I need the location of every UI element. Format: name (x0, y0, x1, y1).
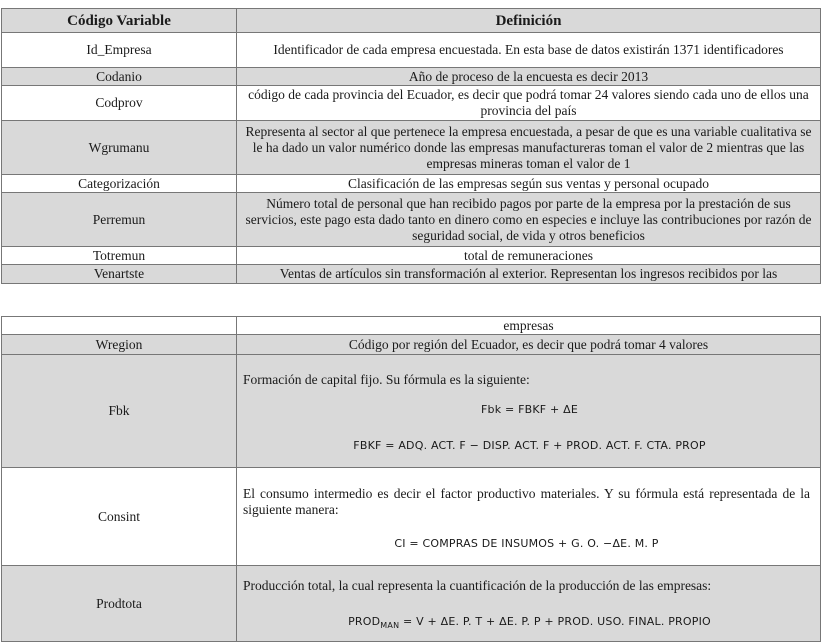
definition-text: Formación de capital fijo. Su fórmula es la siguiente: (243, 372, 530, 387)
definition-text: El consumo intermedio es decir el factor productivo materiales. Y su fórmula está representada de la siguiente manera: (243, 485, 810, 517)
row-definition (237, 355, 821, 468)
row-definition: total de remuneraciones (237, 247, 821, 265)
table-row (2, 68, 821, 86)
formula-subscript: MAN (380, 620, 400, 630)
header-code: Código Variable (2, 9, 237, 33)
variable-table-bottom (1, 316, 821, 642)
table-row (2, 33, 821, 68)
row-code: Id_Empresa (2, 33, 237, 68)
table-row (2, 468, 821, 566)
row-definition: Clasificación de las empresas según sus ventas y personal ocupado (237, 175, 821, 193)
formula-line: CI = COMPRAS DE INSUMOS + G. O. −ΔE. M. P (394, 536, 659, 550)
row-definition: Año de proceso de la encuesta es decir 2013 (237, 68, 821, 86)
table-row (2, 247, 821, 265)
row-code: Perremun (2, 193, 237, 247)
row-code: Wgrumanu (2, 121, 237, 175)
row-code: Categorización (2, 175, 237, 193)
row-code: Codprov (2, 86, 237, 121)
row-code: Consint (2, 468, 237, 566)
table-row (2, 175, 821, 193)
row-definition: Identificador de cada empresa encuestada. En esta base de datos existirán 1371 identificadores (237, 33, 821, 68)
table-row (2, 121, 821, 175)
row-definition (237, 566, 821, 642)
table-row (2, 335, 821, 355)
header-definition: Definición (237, 9, 821, 33)
table-row (2, 566, 821, 642)
row-definition: Número total de personal que han recibido pagos por parte de la empresa por la prestación de sus servicios, este pago esta dado tanto en dinero como en especies e incluye las contribuciones por razón de seguridad social, de vida y otros beneficios (237, 193, 821, 247)
table-header-row (2, 9, 821, 33)
formula-line: Fbk = FBKF + ΔE (481, 403, 578, 416)
row-definition-continued: empresas (237, 317, 821, 335)
row-code: Codanio (2, 68, 237, 86)
formula-line (243, 614, 816, 634)
row-code: Wregion (2, 335, 237, 355)
table-row (2, 265, 821, 284)
formula-rhs: = V + ΔE. P. T + ΔE. P. P + PROD. USO. FINAL. PROPIO (399, 614, 711, 628)
formula-lhs: PROD (348, 614, 381, 628)
row-code: Prodtota (2, 566, 237, 642)
row-code: Totremun (2, 247, 237, 265)
variable-table-top (1, 8, 821, 284)
row-code-empty (2, 317, 237, 335)
table-row (2, 193, 821, 247)
row-code: Venartste (2, 265, 237, 284)
formula-line: FBKF = ADQ. ACT. F − DISP. ACT. F + PROD. ACT. F. CTA. PROP (353, 439, 706, 452)
definition-text: Producción total, la cual representa la cuantificación de la producción de las empresas: (243, 577, 712, 593)
row-definition: código de cada provincia del Ecuador, es decir que podrá tomar 24 valores siendo cada uno de ellos una provincia del país (237, 86, 821, 121)
row-code: Fbk (2, 355, 237, 468)
row-definition: Código por región del Ecuador, es decir que podrá tomar 4 valores (237, 335, 821, 355)
row-definition: Ventas de artículos sin transformación al exterior. Representan los ingresos recibidos por las (237, 265, 821, 284)
table-row (2, 86, 821, 121)
row-definition (237, 468, 821, 566)
table-row (2, 317, 821, 335)
row-definition: Representa al sector al que pertenece la empresa encuestada, a pesar de que es una variable cualitativa se le ha dado un valor numérico donde las empresas manufactureras toman el valor de 2 mientras que las empresas mineras toman el valor de 1 (237, 121, 821, 175)
table-row (2, 355, 821, 468)
